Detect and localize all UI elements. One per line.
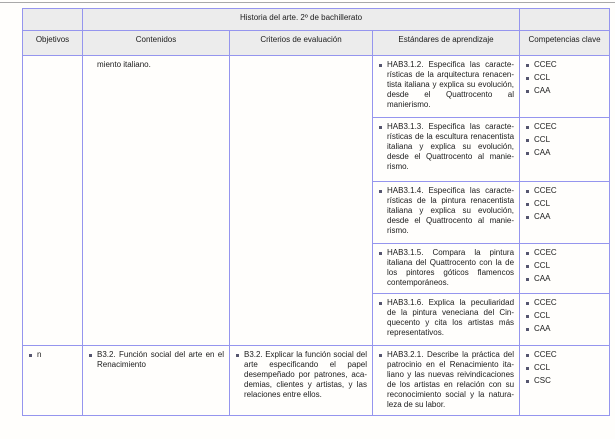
title-right-spacer [520, 9, 610, 31]
bullet-icon [379, 252, 382, 255]
page-top-divider [0, 2, 615, 3]
list-item: CAA [525, 148, 604, 158]
bullet-icon [29, 354, 32, 357]
list-item: HAB3.1.6. Explica la peculiaridad de la pintura veneciana del Cinquecento y cita los artistas más representativos. [378, 298, 514, 338]
bullet-icon [526, 139, 529, 142]
bullet-icon [526, 64, 529, 67]
cell-competencias-hab314 [520, 182, 610, 244]
contenido-continuation: miento italiano. [97, 60, 151, 69]
bullet-icon [526, 90, 529, 93]
cell-estandar-hab312 [373, 56, 520, 118]
cell-competencias-hab312 [520, 56, 610, 118]
cell-competencias-hab313 [520, 118, 610, 182]
curriculum-table [22, 8, 610, 416]
list-item: CAA [525, 324, 604, 334]
cell-contenidos-block1 [83, 56, 230, 346]
list-item: HAB3.1.4. Especifica las características de la pintura renacentista italiana y explica su evolución, desde el Quattrocento al manierismo. [378, 186, 514, 236]
bullet-icon [526, 216, 529, 219]
list-item: B3.2. Función social del arte en el Renacimiento [88, 350, 224, 370]
list-item: CAA [525, 212, 604, 222]
block2-row [23, 346, 610, 416]
list-item: CCL [525, 363, 604, 373]
list-item: CCEC [525, 298, 604, 308]
bullet-icon [526, 315, 529, 318]
list-item: CCL [525, 311, 604, 321]
cell-estandar-hab321 [373, 346, 520, 416]
list-item: HAB3.2.1. Describe la práctica del patrocinio en el Renacimiento italiano y las nuevas reivindicaciones de los artistas en relación con su reconocimiento social y la naturaleza de su labor. [378, 350, 514, 410]
list-item: CCEC [525, 122, 604, 132]
bullet-icon [526, 302, 529, 305]
bullet-icon [379, 64, 382, 67]
bullet-icon [379, 354, 382, 357]
list-item: CCEC [525, 350, 604, 360]
col-header-criterios: Criterios de evaluación [230, 31, 373, 56]
bullet-icon [526, 152, 529, 155]
list-item: CCEC [525, 186, 604, 196]
cell-estandar-hab316 [373, 294, 520, 346]
cell-competencias-hab316 [520, 294, 610, 346]
list-item: CAA [525, 274, 604, 284]
list-item: CCL [525, 135, 604, 145]
cell-estandar-hab313 [373, 118, 520, 182]
list-item: CCL [525, 73, 604, 83]
col-header-estandares: Estándares de aprendizaje [373, 31, 520, 56]
list-item: HAB3.1.3. Especifica las características de la escultura renacentista italiana y explica su evolución, desde el Quattrocento al manierismo. [378, 122, 514, 172]
cell-criterios-block2 [230, 346, 373, 416]
bullet-icon [236, 354, 239, 357]
list-item: CCEC [525, 60, 604, 70]
bullet-icon [526, 265, 529, 268]
bullet-icon [526, 203, 529, 206]
list-item: CCEC [525, 248, 604, 258]
list-item: HAB3.1.2. Especifica las características de la arquitectura renacentista italiana y explica su evolución, desde el Quattrocento al manierismo. [378, 60, 514, 110]
bullet-icon [526, 354, 529, 357]
bullet-icon [379, 302, 382, 305]
list-item: HAB3.1.5. Compara la pintura italiana del Quattrocento con la de los pintores góticos flamencos contemporáneos. [378, 248, 514, 288]
bullet-icon [379, 190, 382, 193]
list-item: B3.2. Explicar la función social del arte especificando el papel desempeñado por patrones, academias, clientes y artistas, y las relaciones entre ellos. [235, 350, 367, 400]
bullet-icon [526, 77, 529, 80]
col-header-competencias: Competencias clave [520, 31, 610, 56]
title-left-spacer [23, 9, 83, 31]
list-item: CAA [525, 86, 604, 96]
list-item: CCL [525, 199, 604, 209]
bullet-icon [526, 252, 529, 255]
bullet-icon [526, 190, 529, 193]
bullet-icon [526, 126, 529, 129]
col-header-contenidos: Contenidos [83, 31, 230, 56]
cell-contenidos-block2 [83, 346, 230, 416]
column-header-row [23, 31, 610, 56]
list-item: n [28, 350, 77, 360]
col-header-objetivos: Objetivos [23, 31, 83, 56]
bullet-icon [526, 367, 529, 370]
cell-objetivos-block1 [23, 56, 83, 346]
bullet-icon [526, 278, 529, 281]
cell-objetivos-block2 [23, 346, 83, 416]
bullet-icon [526, 328, 529, 331]
bullet-icon [379, 126, 382, 129]
list-item: CSC [525, 376, 604, 386]
cell-competencias-hab315 [520, 244, 610, 294]
cell-estandar-hab315 [373, 244, 520, 294]
cell-criterios-block1 [230, 56, 373, 346]
cell-estandar-hab314 [373, 182, 520, 244]
cell-competencias-hab321 [520, 346, 610, 416]
title-row [23, 9, 610, 31]
bullet-icon [526, 380, 529, 383]
standard-row-1 [23, 56, 610, 118]
bullet-icon [89, 354, 92, 357]
list-item: CCL [525, 261, 604, 271]
table-title: Historia del arte. 2º de bachillerato [83, 9, 520, 31]
